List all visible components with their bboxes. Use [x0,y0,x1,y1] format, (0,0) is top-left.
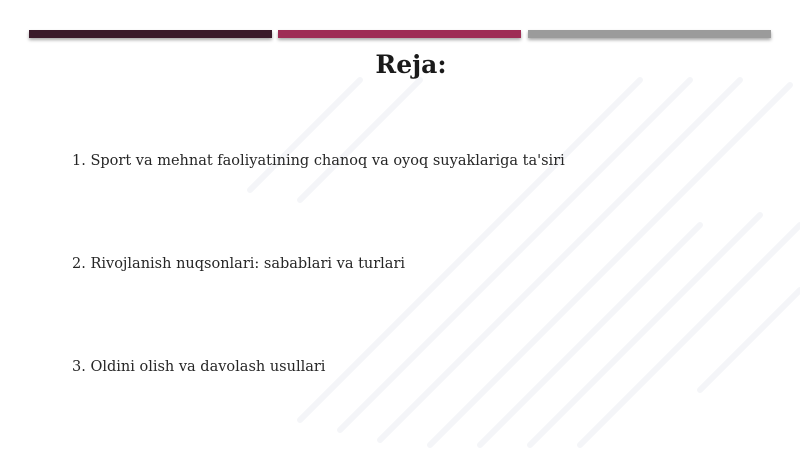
top-accent-bar-magenta [278,30,521,38]
slide-title: Reja: [375,50,447,79]
plan-item-1: 1. Sport va mehnat faoliyatining chanoq va oyoq suyaklariga ta'siri [72,153,565,169]
plan-item-3: 3. Oldini olish va davolash usullari [72,359,326,375]
top-accent-bar-gray [528,30,771,38]
top-accent-bar-dark [29,30,272,38]
plan-item-2: 2. Rivojlanish nuqsonlari: sabablari va turlari [72,256,406,272]
